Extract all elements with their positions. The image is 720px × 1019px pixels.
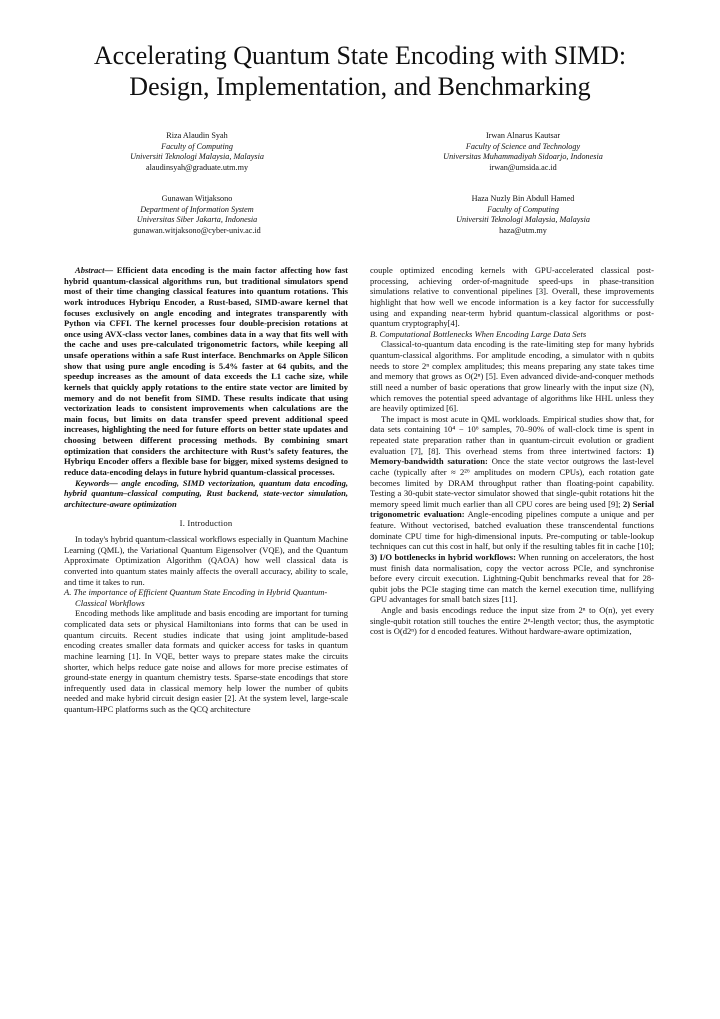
factor-1-text: Once the state vector outgrows the last-level cache (typically after ≈ 2²⁶ amplitudes on modern CPUs), each rotation gate becomes limited by DRAM throughput rather than floating-point capability. Testing a 30-qubit state-vector simulator showed that single-qubit rotations hit the memory speed limit much earlier than all CPU cores are being used [9];: [370, 456, 654, 509]
keywords: [64, 478, 348, 510]
author-dept: Department of Information System: [140, 204, 254, 214]
continued-paragraph: couple optimized encoding kernels with GPU-accelerated classical post-processing, achieving order-of-magnitude speed-ups in phase-transition simulations relative to conventional pipelines [3]. Overall, these improvements highlight that how well we encode information is a key factor for successfully using and expanding near-term hybrid quantum-classical algorithms or post-quantum cryptography[4].: [370, 265, 654, 329]
author-block-1: [72, 131, 322, 173]
keywords-label: Keywords: [75, 477, 110, 488]
author-name: Haza Nuzly Bin Abdull Hamed: [471, 194, 575, 203]
factor-3-text: When running on accelerators, the host must finish data normalisation, copy the vector across PCIe, and synchronise before every circuit execution. Lightning-Qubit benchmarks reveal that for 28-qubit jobs the PCIe staging time can match the kernel execution time, nullifying GPU advantages for small batch sizes [11].: [370, 551, 654, 605]
abstract-label: Abstract: [75, 265, 105, 275]
author-block-2: [398, 131, 648, 173]
subsection-a-paragraph: Encoding methods like amplitude and basis encoding are important for turning complicated data sets or physical Hamiltonians into forms that can be used in quantum circuits. Recent studies indicate that using joint amplitude-based encoding creates smaller data formats and quicker access for tasks in quantum machine learning [1]. In VQE, better ways to prepare states make the circuits shorter, which helps reduce gate noise and allows for more precise estimates of ground-state energy in quantum chemistry tests. Sparse-state encodings that store infrequently used data in classical memory help lower the number of qubits needed and make hybrid circuit design easier [2]. At the system level, large-scale quantum-HPC platforms such as the QCQ architecture: [64, 608, 348, 714]
factor-2-label: 2) Serial trigonometric evaluation:: [370, 498, 654, 520]
author-dept: Faculty of Computing: [487, 204, 559, 214]
author-org: Universitas Siber Jakarta, Indonesia: [136, 215, 258, 224]
author-dept: Faculty of Science and Technology: [465, 141, 581, 151]
right-column: [370, 265, 654, 637]
author-org: Universitas Muhammadiyah Sidoarjo, Indonesia: [443, 152, 603, 161]
author-name: Irwan Alnarus Kautsar: [485, 131, 561, 140]
author-email: alaudinsyah@graduate.utm.my: [145, 162, 249, 172]
subsection-b-paragraph-3: Angle and basis encodings reduce the input size from 2ⁿ to O(n), yet every single-qubit rotation still touches the entire 2ⁿ-length vector; thus, the asymptotic cost is O(d2ⁿ) for d encoded features. Without hardware-aware optimization,: [370, 605, 654, 637]
subsection-b-paragraph-1: Classical-to-quantum data encoding is the rate-limiting step for many hybrids quantum-classical algorithms. For amplitude encoding, a simulator with n qubits needs to store 2ⁿ complex amplitudes; this means preparing any state takes time and memory that grows as O(2ⁿ) [5]. Even advanced divide-and-conquer methods still need a number of basic operations that grow linearly with the input size (N), which removes the potential speed advantage of algorithms like HHL unless they are heavily optimized [6].: [370, 339, 654, 414]
author-name: Gunawan Witjaksono: [161, 194, 233, 203]
intro-paragraph: In today's hybrid quantum-classical workflows especially in Quantum Machine Learning (QML), the Variational Quantum Eigensolver (VQE), and the Quantum Approximate Optimization Algorithm (QAOA) how well classical data is converted into quantum states mainly affects the overall accuracy, ability to scale, and time it takes to run.: [64, 534, 348, 587]
author-email: gunawan.witjaksono@cyber-univ.ac.id: [133, 225, 261, 235]
keywords-text: — angle encoding, SIMD vectorization, quantum data encoding, hybrid quantum–classical computing, Rust backend, state-vector simulation, architecture-aware optimization: [64, 477, 348, 509]
factor-3-label: 3) I/O bottlenecks in hybrid workflows:: [370, 551, 516, 562]
para-text: The impact is most acute in QML workloads. Empirical studies show that, for data sets containing 10⁴ − 10⁶ samples, 70–90% of wall-clock time is spent in repeated state preparation rather than in quantum-circuit evolution or gradient evaluation [7], [8]. This overhead stems from three intertwined factors:: [370, 413, 654, 456]
abstract-text: — Efficient data encoding is the main factor affecting how fast hybrid quantum-classical algorithms run, but traditional simulators spend most of their time changing classical features into quantum rotations. This work introduces Hybriqu Encoder, a Rust-based, SIMD-aware kernel that focuses exclusively on angle encoding and integrates transparently with Python via CFFI. The kernel processes four double-precision rotations at once using AVX-class vector lanes, combines data in a way that fits well with the cache and uses pre-calculated trigonometric factors, while keeping all unsafe operations within a safe Rust interface. Benchmarks on Apple Silicon show that using pure angle encoding is 5.4% faster at 64 qubits, and the speedup increases as the amount of data exceeds the L1 cache size, while kernels that quickly apply rotations to the entire state vector are limited by memory and do not benefit from SIMD. These results indicate that using vectorization leads to consistent improvements when calculations are the main focus, but limits on data transfer speed prevent additional speed increases, highlighting the need for future efforts on better state updates and choosing between different processing methods. By combining smart optimization that considers the architecture with Rust’s safety features, the Hybriqu Encoder offers a flexible base for bigger, mixed systems designed to reduce data-encoding delays in future hybrid quantum-classical processes.: [64, 265, 348, 477]
subsection-heading-a: A. The importance of Efficient Quantum State Encoding in Hybrid Quantum-Classical Workflows: [64, 587, 328, 608]
paper-title: [40, 40, 680, 102]
factor-2-text: Angle-encoding pipelines compute a unique and per feature. Without vectorised, batched evaluation these transcendental functions dominate CPU time for high-dimensional inputs. Pre-computing or table-lookup techniques can cut this cost in half, but only if the resulting tables fit in cache [10];: [370, 509, 654, 552]
factor-1-label: 1) Memory-bandwidth saturation:: [370, 445, 654, 467]
title-line-1: Accelerating Quantum State Encoding with SIMD:: [93, 41, 627, 70]
section-heading-introduction: I. Introduction: [179, 518, 233, 529]
author-block-4: [398, 194, 648, 236]
author-email: haza@utm.my: [499, 225, 547, 235]
author-org: Universiti Teknologi Malaysia, Malaysia: [456, 215, 590, 224]
title-line-2: Design, Implementation, and Benchmarking: [129, 72, 591, 101]
author-name: Riza Alaudin Syah: [166, 131, 228, 140]
abstract: [64, 265, 348, 478]
author-block-3: [72, 194, 322, 236]
author-email: irwan@umsida.ac.id: [489, 162, 557, 172]
author-org: Universiti Teknologi Malaysia, Malaysia: [130, 152, 264, 161]
author-dept: Faculty of Computing: [161, 141, 233, 151]
subsection-heading-b: B. Computational Bottlenecks When Encoding Large Data Sets: [370, 328, 587, 339]
subsection-b-paragraph-2: [370, 414, 654, 605]
left-column: [64, 265, 348, 715]
